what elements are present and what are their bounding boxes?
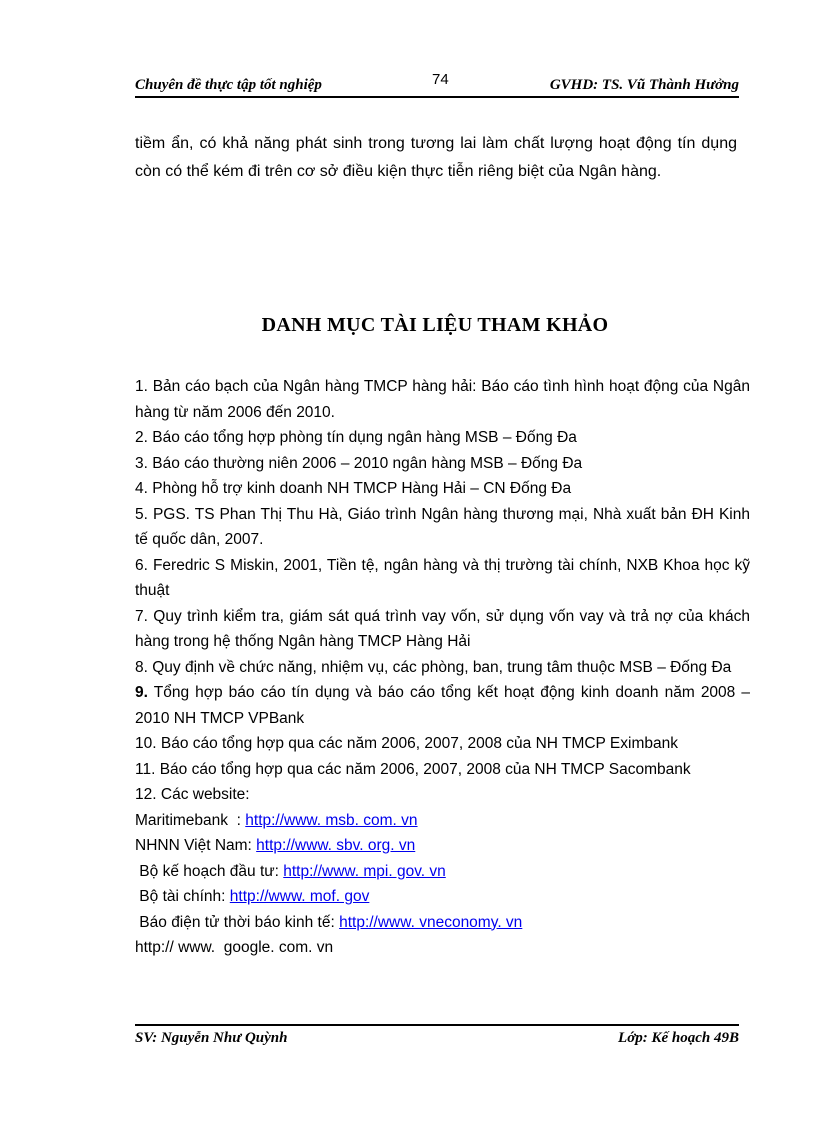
website-label: Maritimebank : [135,811,246,829]
reference-text: Báo cáo tổng hợp phòng tín dụng ngân hàng MSB – Đống Đa [152,429,577,446]
reference-text: Báo cáo thường niên 2006 – 2010 ngân hàng MSB – Đống Đa [152,454,583,472]
website-label: Bộ tài chính: [135,888,230,905]
reference-text: Báo cáo tổng hợp qua các năm 2006, 2007, 2008 của NH TMCP Sacombank [159,760,691,778]
reference-text: Quy trình kiểm tra, giám sát quá trình vay vốn, sử dụng vốn vay và trả nợ của khách hàng trong hệ thống Ngân hàng TMCP Hàng Hải [135,607,750,650]
intro-paragraph: tiềm ẩn, có khả năng phát sinh trong tương lai làm chất lượng hoạt động tín dụng còn có thể kém đi trên cơ sở điều kiện thực tiễn riêng biệt của Ngân hàng. [135,135,737,180]
reference-item [135,655,750,681]
mpi-link[interactable]: http://www. mpi. gov. vn [283,862,446,880]
reference-item [135,782,750,808]
website-item [135,808,750,834]
reference-number: 12. [135,786,157,803]
reference-text: Tổng hợp báo cáo tín dụng và báo cáo tổng kết hoạt động kinh doanh năm 2008 – 2010 NH TMCP VPBank [135,684,751,727]
reference-item [135,374,750,425]
website-item [135,884,750,910]
website-label: NHNN Việt Nam: [135,837,257,854]
reference-number: 3. [135,454,148,472]
reference-item [135,757,750,783]
reference-number: 5. [135,505,148,523]
reference-item [135,680,750,731]
header-thesis-title: Chuyên đề thực tập tốt nghiệp [135,77,322,93]
reference-text: Quy định về chức năng, nhiệm vụ, các phòng, ban, trung tâm thuộc MSB – Đống Đa [152,658,732,676]
header-divider [135,96,739,98]
reference-text: Feredric S Miskin, 2001, Tiền tệ, ngân hàng và thị trường tài chính, NXB Khoa học kỹ thuật [135,556,750,599]
reference-number: 8. [135,658,148,676]
mof-link[interactable]: http://www. mof. gov [229,888,370,905]
reference-item [135,502,750,553]
header-supervisor: GVHD: TS. Vũ Thành Hưởng [549,77,739,93]
page-footer [135,1030,739,1050]
reference-number: 10. [135,735,157,752]
reference-number: 6. [135,556,148,574]
page-number: 74 [432,71,449,88]
reference-item [135,731,750,757]
website-label: Báo điện tử thời báo kinh tế: [135,913,340,931]
page-header [135,71,739,95]
msb-link[interactable]: http://www. msb. com. vn [245,811,418,829]
reference-text: PGS. TS Phan Thị Thu Hà, Giáo trình Ngân hàng thương mại, Nhà xuất bản ĐH Kinh tế quốc dân, 2007. [135,505,750,548]
website-item [135,859,750,885]
website-label: Bộ kế hoạch đầu tư: [135,862,284,880]
reference-item [135,476,750,502]
reference-number: 4. [135,480,148,497]
sbv-link[interactable]: http://www. sbv. org. vn [256,837,416,854]
reference-number: 2. [135,429,148,446]
website-item [135,833,750,859]
reference-number: 9. [135,684,148,701]
reference-text: Phòng hỗ trợ kinh doanh NH TMCP Hàng Hải – CN Đống Đa [152,480,572,497]
reference-number: 1. [135,378,148,395]
reference-number: 11. [135,760,156,778]
reference-item [135,604,750,655]
vneconomy-link[interactable]: http://www. vneconomy. vn [339,913,523,931]
reference-text: Báo cáo tổng hợp qua các năm 2006, 2007, 2008 của NH TMCP Eximbank [160,735,678,752]
website-item [135,910,750,936]
reference-list [135,374,750,961]
reference-item [135,425,750,451]
reference-number: 7. [135,607,148,625]
google-url-text: http:// www. google. com. vn [135,939,334,956]
reference-item [135,553,750,604]
reference-text: Bản cáo bạch của Ngân hàng TMCP hàng hải: Báo cáo tình hình hoạt động của Ngân hàng từ năm 2006 đến 2010. [135,378,750,421]
footer-class: Lớp: Kế hoạch 49B [618,1030,739,1046]
footer-student: SV: Nguyễn Như Quỳnh [135,1030,288,1046]
reference-item [135,451,750,477]
references-title: DANH MỤC TÀI LIỆU THAM KHẢO [261,314,609,336]
reference-text: Các website: [160,786,250,803]
footer-divider [135,1024,739,1026]
